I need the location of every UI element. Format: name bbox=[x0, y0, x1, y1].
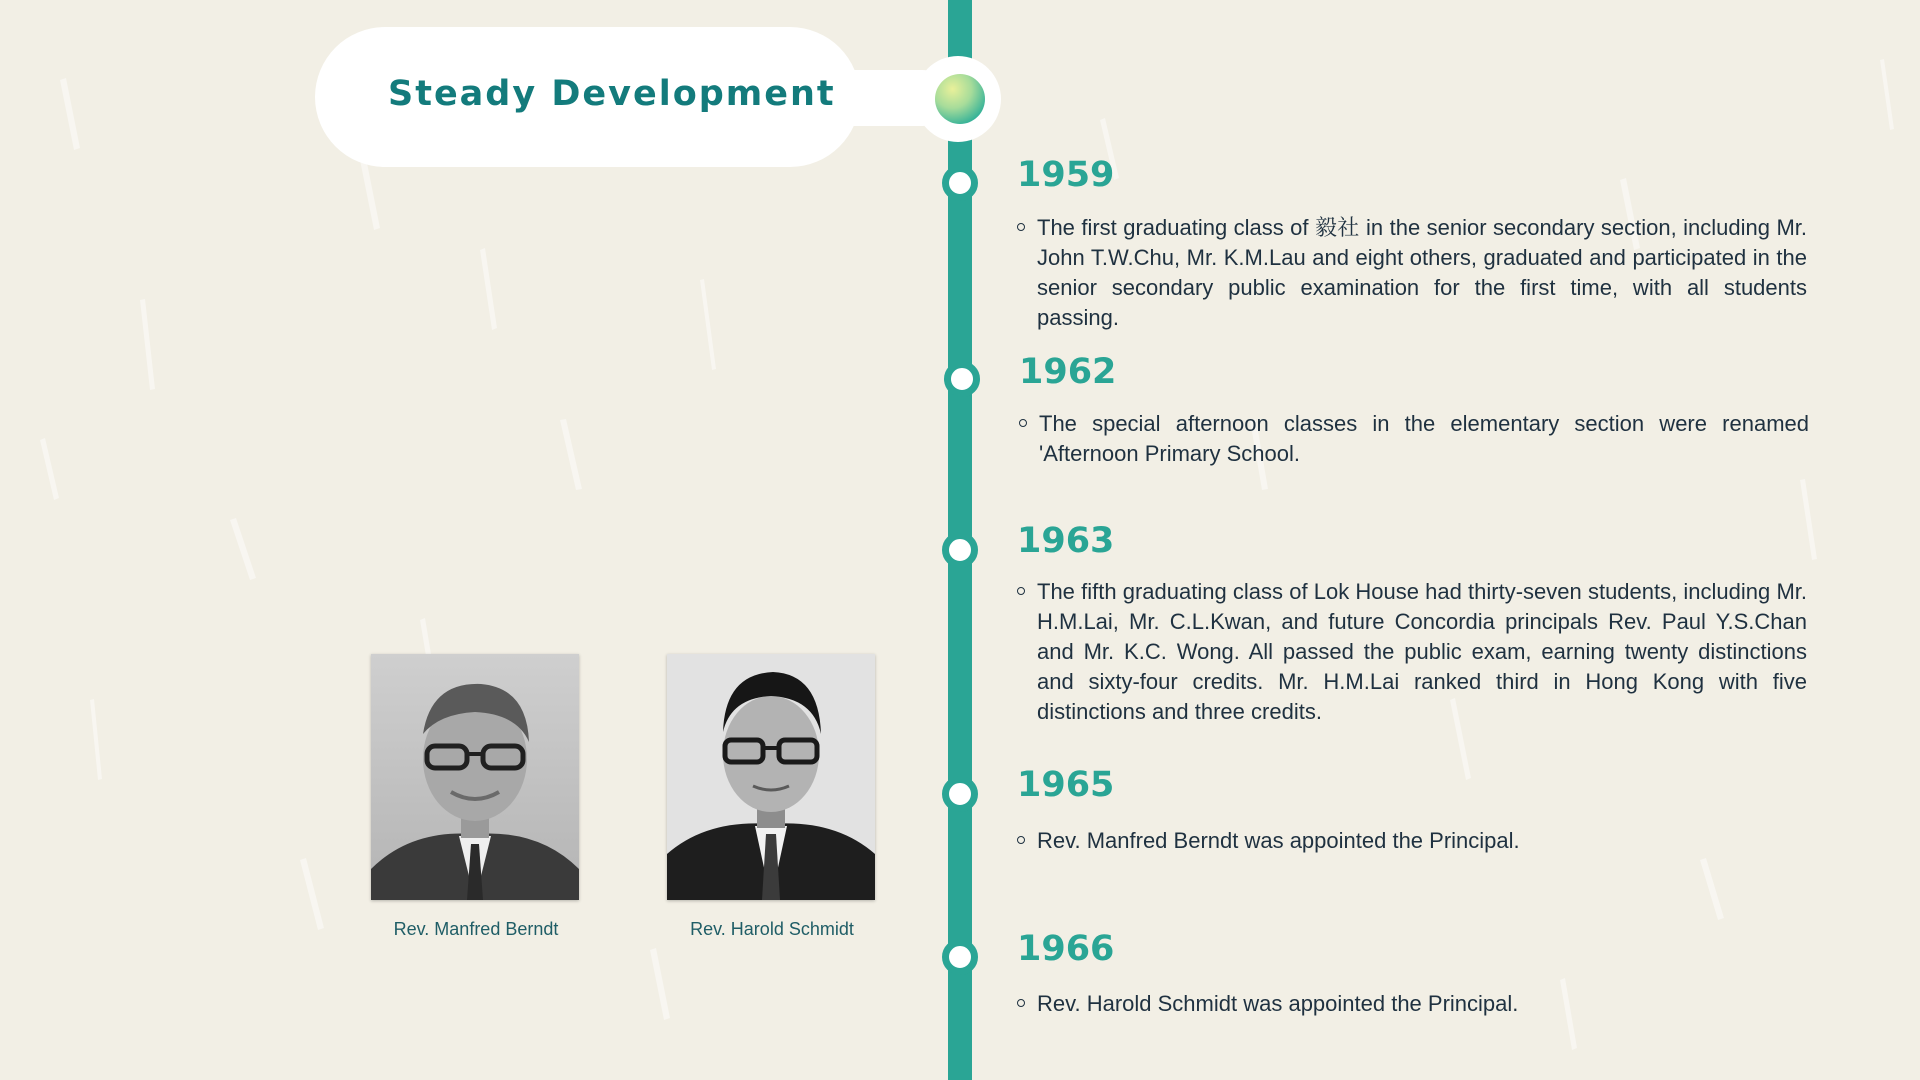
timeline-node bbox=[944, 361, 980, 397]
portrait-photo-icon bbox=[667, 654, 875, 900]
portrait-photo-berndt bbox=[371, 654, 579, 900]
portrait-photo-schmidt bbox=[667, 654, 875, 900]
timeline-year: 1965 bbox=[1017, 765, 1115, 805]
timeline-event bbox=[1019, 409, 1809, 469]
timeline-event bbox=[1017, 989, 1807, 1019]
bullet-icon bbox=[1017, 223, 1025, 231]
timeline-node bbox=[942, 776, 978, 812]
bullet-icon bbox=[1017, 999, 1025, 1007]
timeline-year: 1966 bbox=[1017, 929, 1115, 969]
timeline-event bbox=[1017, 826, 1807, 856]
bullet-icon bbox=[1019, 419, 1027, 427]
timeline-event-text: Rev. Manfred Berndt was appointed the Principal. bbox=[1037, 828, 1520, 853]
photo-caption: Rev. Manfred Berndt bbox=[393, 919, 559, 939]
timeline-year: 1959 bbox=[1017, 155, 1115, 195]
portrait-photo-icon bbox=[371, 654, 579, 900]
timeline-year: 1962 bbox=[1019, 352, 1117, 392]
photo-caption: Rev. Harold Schmidt bbox=[690, 919, 854, 939]
timeline-event-text: Rev. Harold Schmidt was appointed the Principal. bbox=[1037, 991, 1519, 1016]
bullet-icon bbox=[1017, 836, 1025, 844]
timeline-event-text: The first graduating class of 毅社 in the senior secondary section, including Mr. John T.W.Chu, Mr. K.M.Lau and eight others, graduated and participated in the senior secondary public examination for the first time, with all students passing. bbox=[1037, 215, 1807, 330]
timeline-node bbox=[942, 939, 978, 975]
bullet-icon bbox=[1017, 587, 1025, 595]
timeline-year: 1963 bbox=[1017, 521, 1115, 561]
timeline-event-text: The fifth graduating class of Lok House had thirty-seven students, including Mr. H.M.Lai, Mr. C.L.Kwan, and future Concordia principals Rev. Paul Y.S.Chan and Mr. K.C. Wong. All passed the public exam, earning twenty distinctions and sixty-four credits. Mr. H.M.Lai ranked third in Hong Kong with five distinctions and three credits. bbox=[1037, 579, 1807, 724]
timeline-head-dot bbox=[935, 74, 985, 124]
timeline-node bbox=[942, 532, 978, 568]
page-title: Steady Development bbox=[388, 74, 836, 114]
timeline-node bbox=[942, 165, 978, 201]
timeline-event-text: The special afternoon classes in the elementary section were renamed 'Afternoon Primary School. bbox=[1039, 411, 1809, 466]
timeline-event bbox=[1017, 213, 1807, 333]
timeline-event bbox=[1017, 577, 1807, 727]
